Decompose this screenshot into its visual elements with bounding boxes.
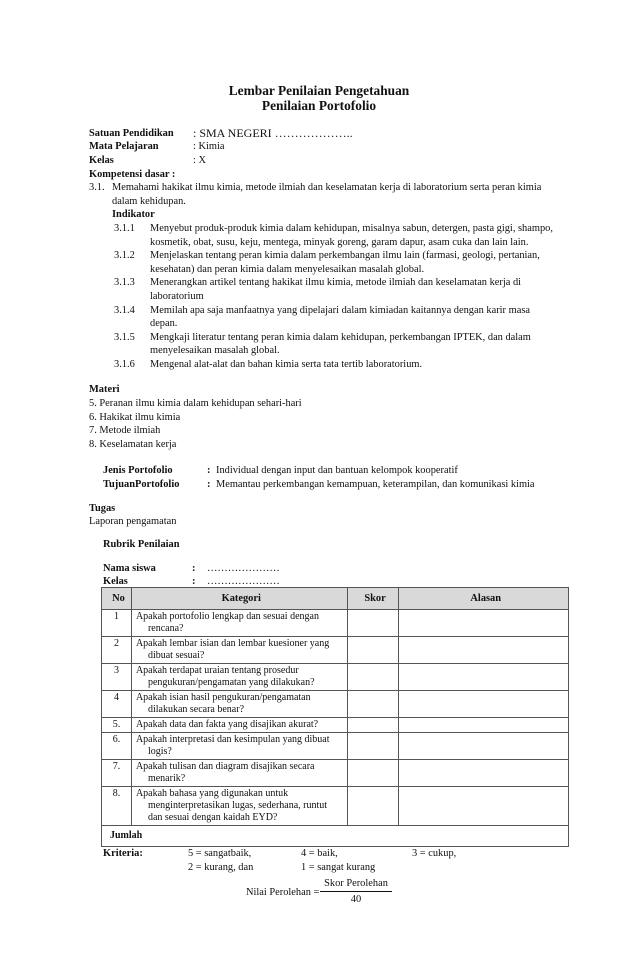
indikator-text: Mengenal alat-alat dan bahan kimia serta tata tertib laboratorium. bbox=[150, 359, 423, 370]
indikator-text-line2: depan. bbox=[150, 318, 178, 330]
row-skor bbox=[347, 787, 399, 826]
kriteria-5: 5 = sangatbaik, bbox=[188, 848, 252, 859]
kd-text-line2: dalam kehidupan. bbox=[112, 196, 186, 207]
row-skor bbox=[347, 637, 399, 664]
row-alasan bbox=[399, 691, 569, 718]
kriteria-3: 3 = cukup, bbox=[412, 848, 457, 859]
indikator-text: Mengkaji literatur tentang peran kimia dalam kehidupan, perkembangan IPTEK, dan dalam bbox=[150, 331, 531, 343]
row-skor bbox=[347, 718, 399, 733]
row-alasan bbox=[399, 637, 569, 664]
table-header-row bbox=[102, 588, 569, 610]
row-alasan bbox=[399, 610, 569, 637]
kompetensi-label: Kompetensi dasar : bbox=[89, 169, 176, 180]
kriteria-1: 1 = sangat kurang bbox=[301, 862, 376, 873]
row-no: 2 bbox=[102, 637, 132, 664]
indikator-text-line2: menyelesaikan masalah global. bbox=[150, 345, 280, 357]
indikator-text-line2: laboratorium bbox=[150, 291, 204, 302]
row-skor bbox=[347, 733, 399, 760]
nilai-denominator: 40 bbox=[350, 894, 362, 905]
table-row bbox=[102, 733, 569, 760]
tujuan-value: Memantau perkembangan kemampuan, keterampilan, dan komunikasi kimia bbox=[216, 479, 535, 490]
jumlah-label: Jumlah bbox=[102, 826, 569, 847]
page-title: Lembar Penilaian Pengetahuan bbox=[228, 83, 410, 98]
row-skor bbox=[347, 664, 399, 691]
materi-item: 5. Peranan ilmu kimia dalam kehidupan sehari-hari bbox=[89, 398, 302, 409]
materi-item: 7. Metode ilmiah bbox=[89, 425, 161, 437]
tugas-label: Tugas bbox=[89, 503, 116, 514]
kd-text: Memahami hakikat ilmu kimia, metode ilmiah dan keselamatan kerja di laboratorium serta peran kimia bbox=[112, 182, 542, 193]
materi-item: 6. Hakikat ilmu kimia bbox=[89, 411, 181, 423]
indikator-number: 3.1.5 bbox=[114, 331, 135, 343]
indikator-text: Menerangkan artikel tentang hakikat ilmu kimia, metode ilmiah dan keselamatan kerja di bbox=[150, 277, 522, 289]
indikator-text: Memilah apa saja manfaatnya yang dipelajari dalam kimiadan kaitannya dengan karir masa bbox=[150, 304, 530, 316]
indikator-text-line2: kesehatan) dan peran kimia dalam menyelesaikan masalah global. bbox=[150, 263, 425, 275]
nama-siswa-label: Nama siswa bbox=[103, 563, 156, 574]
tugas-value: Laporan pengamatan bbox=[89, 516, 177, 527]
table-row bbox=[102, 691, 569, 718]
row-no: 5. bbox=[102, 718, 132, 733]
header-alasan: Alasan bbox=[399, 588, 569, 610]
kelas-siswa-label: Kelas bbox=[103, 576, 128, 587]
indikator-text-line2: kosmetik, obat, susu, keju, mentega, minyak goreng, garam dapur, asam cuka dan lain lain. bbox=[150, 236, 529, 248]
kelas-siswa-dots: ………………… bbox=[207, 576, 280, 587]
kd-number: 3.1. bbox=[89, 182, 105, 193]
indikator-number: 3.1.3 bbox=[114, 277, 135, 289]
row-kategori: Apakah isian hasil pengukuran/pengamatan dilakukan secara benar? bbox=[131, 691, 347, 718]
tujuan-colon: : bbox=[207, 479, 211, 490]
indikator-label: Indikator bbox=[112, 209, 155, 220]
page-subtitle: Penilaian Portofolio bbox=[261, 98, 377, 113]
materi-item: 8. Keselamatan kerja bbox=[89, 438, 177, 450]
tujuan-label: TujuanPortofolio bbox=[103, 479, 180, 490]
header-kategori: Kategori bbox=[131, 588, 347, 610]
row-no: 4 bbox=[102, 691, 132, 718]
info-label: Mata Pelajaran bbox=[89, 141, 159, 153]
kriteria-4: 4 = baik, bbox=[301, 848, 338, 859]
row-alasan bbox=[399, 733, 569, 760]
row-alasan bbox=[399, 760, 569, 787]
rubrik-label: Rubrik Penilaian bbox=[103, 539, 180, 550]
table-row bbox=[102, 718, 569, 733]
info-value: : Kimia bbox=[193, 141, 225, 153]
info-value: : SMA NEGERI ……………….. bbox=[193, 126, 353, 140]
kelas-siswa-colon: : bbox=[192, 576, 196, 587]
row-alasan bbox=[399, 664, 569, 691]
nama-siswa-dots: ………………… bbox=[207, 563, 280, 574]
row-no: 1 bbox=[102, 610, 132, 637]
indikator-number: 3.1.6 bbox=[114, 359, 135, 370]
row-skor bbox=[347, 610, 399, 637]
header-skor: Skor bbox=[347, 588, 399, 610]
row-alasan bbox=[399, 718, 569, 733]
row-kategori: Apakah tulisan dan diagram disajikan secara menarik? bbox=[131, 760, 347, 787]
row-kategori: Apakah bahasa yang digunakan untuk menginterpretasikan lugas, sederhana, runtut dan sesuai dengan kaidah EYD? bbox=[131, 787, 347, 826]
rubric-table bbox=[101, 587, 569, 847]
indikator-text: Menyebut produk-produk kimia dalam kehidupan, misalnya sabun, detergen, pasta gigi, shampo, bbox=[150, 223, 553, 234]
jenis-colon: : bbox=[207, 465, 211, 476]
row-no: 3 bbox=[102, 664, 132, 691]
nilai-label: Nilai Perolehan = bbox=[246, 887, 320, 898]
info-label: Satuan Pendidikan bbox=[89, 128, 174, 139]
jenis-label: Jenis Portofolio bbox=[103, 465, 173, 476]
nama-siswa-colon: : bbox=[192, 563, 196, 574]
kriteria-2: 2 = kurang, dan bbox=[188, 862, 254, 873]
table-row bbox=[102, 610, 569, 637]
row-skor bbox=[347, 760, 399, 787]
row-kategori: Apakah interpretasi dan kesimpulan yang dibuat logis? bbox=[131, 733, 347, 760]
materi-label: Materi bbox=[89, 384, 120, 395]
indikator-number: 3.1.1 bbox=[114, 223, 135, 234]
info-label: Kelas bbox=[89, 154, 114, 166]
table-row bbox=[102, 760, 569, 787]
table-row bbox=[102, 637, 569, 664]
header-no: No bbox=[102, 588, 132, 610]
row-no: 7. bbox=[102, 760, 132, 787]
indikator-number: 3.1.4 bbox=[114, 304, 135, 316]
row-skor bbox=[347, 691, 399, 718]
jenis-value: Individual dengan input dan bantuan kelompok kooperatif bbox=[216, 465, 458, 476]
info-value: : X bbox=[193, 154, 206, 166]
row-no: 8. bbox=[102, 787, 132, 826]
jumlah-row bbox=[102, 826, 569, 847]
row-no: 6. bbox=[102, 733, 132, 760]
table-row bbox=[102, 664, 569, 691]
row-alasan bbox=[399, 787, 569, 826]
row-kategori: Apakah lembar isian dan lembar kuesioner yang dibuat sesuai? bbox=[131, 637, 347, 664]
nilai-numerator: Skor Perolehan bbox=[320, 877, 392, 892]
row-kategori: Apakah portofolio lengkap dan sesuai dengan rencana? bbox=[131, 610, 347, 637]
indikator-number: 3.1.2 bbox=[114, 250, 135, 262]
kriteria-label: Kriteria: bbox=[103, 848, 143, 859]
row-kategori: Apakah data dan fakta yang disajikan akurat? bbox=[131, 718, 347, 733]
indikator-text: Menjelaskan tentang peran kimia dalam perkembangan ilmu lain (farmasi, geologi, pertanian, bbox=[150, 250, 540, 262]
table-row bbox=[102, 787, 569, 826]
row-kategori: Apakah terdapat uraian tentang prosedur pengukuran/pengamatan yang dilakukan? bbox=[131, 664, 347, 691]
